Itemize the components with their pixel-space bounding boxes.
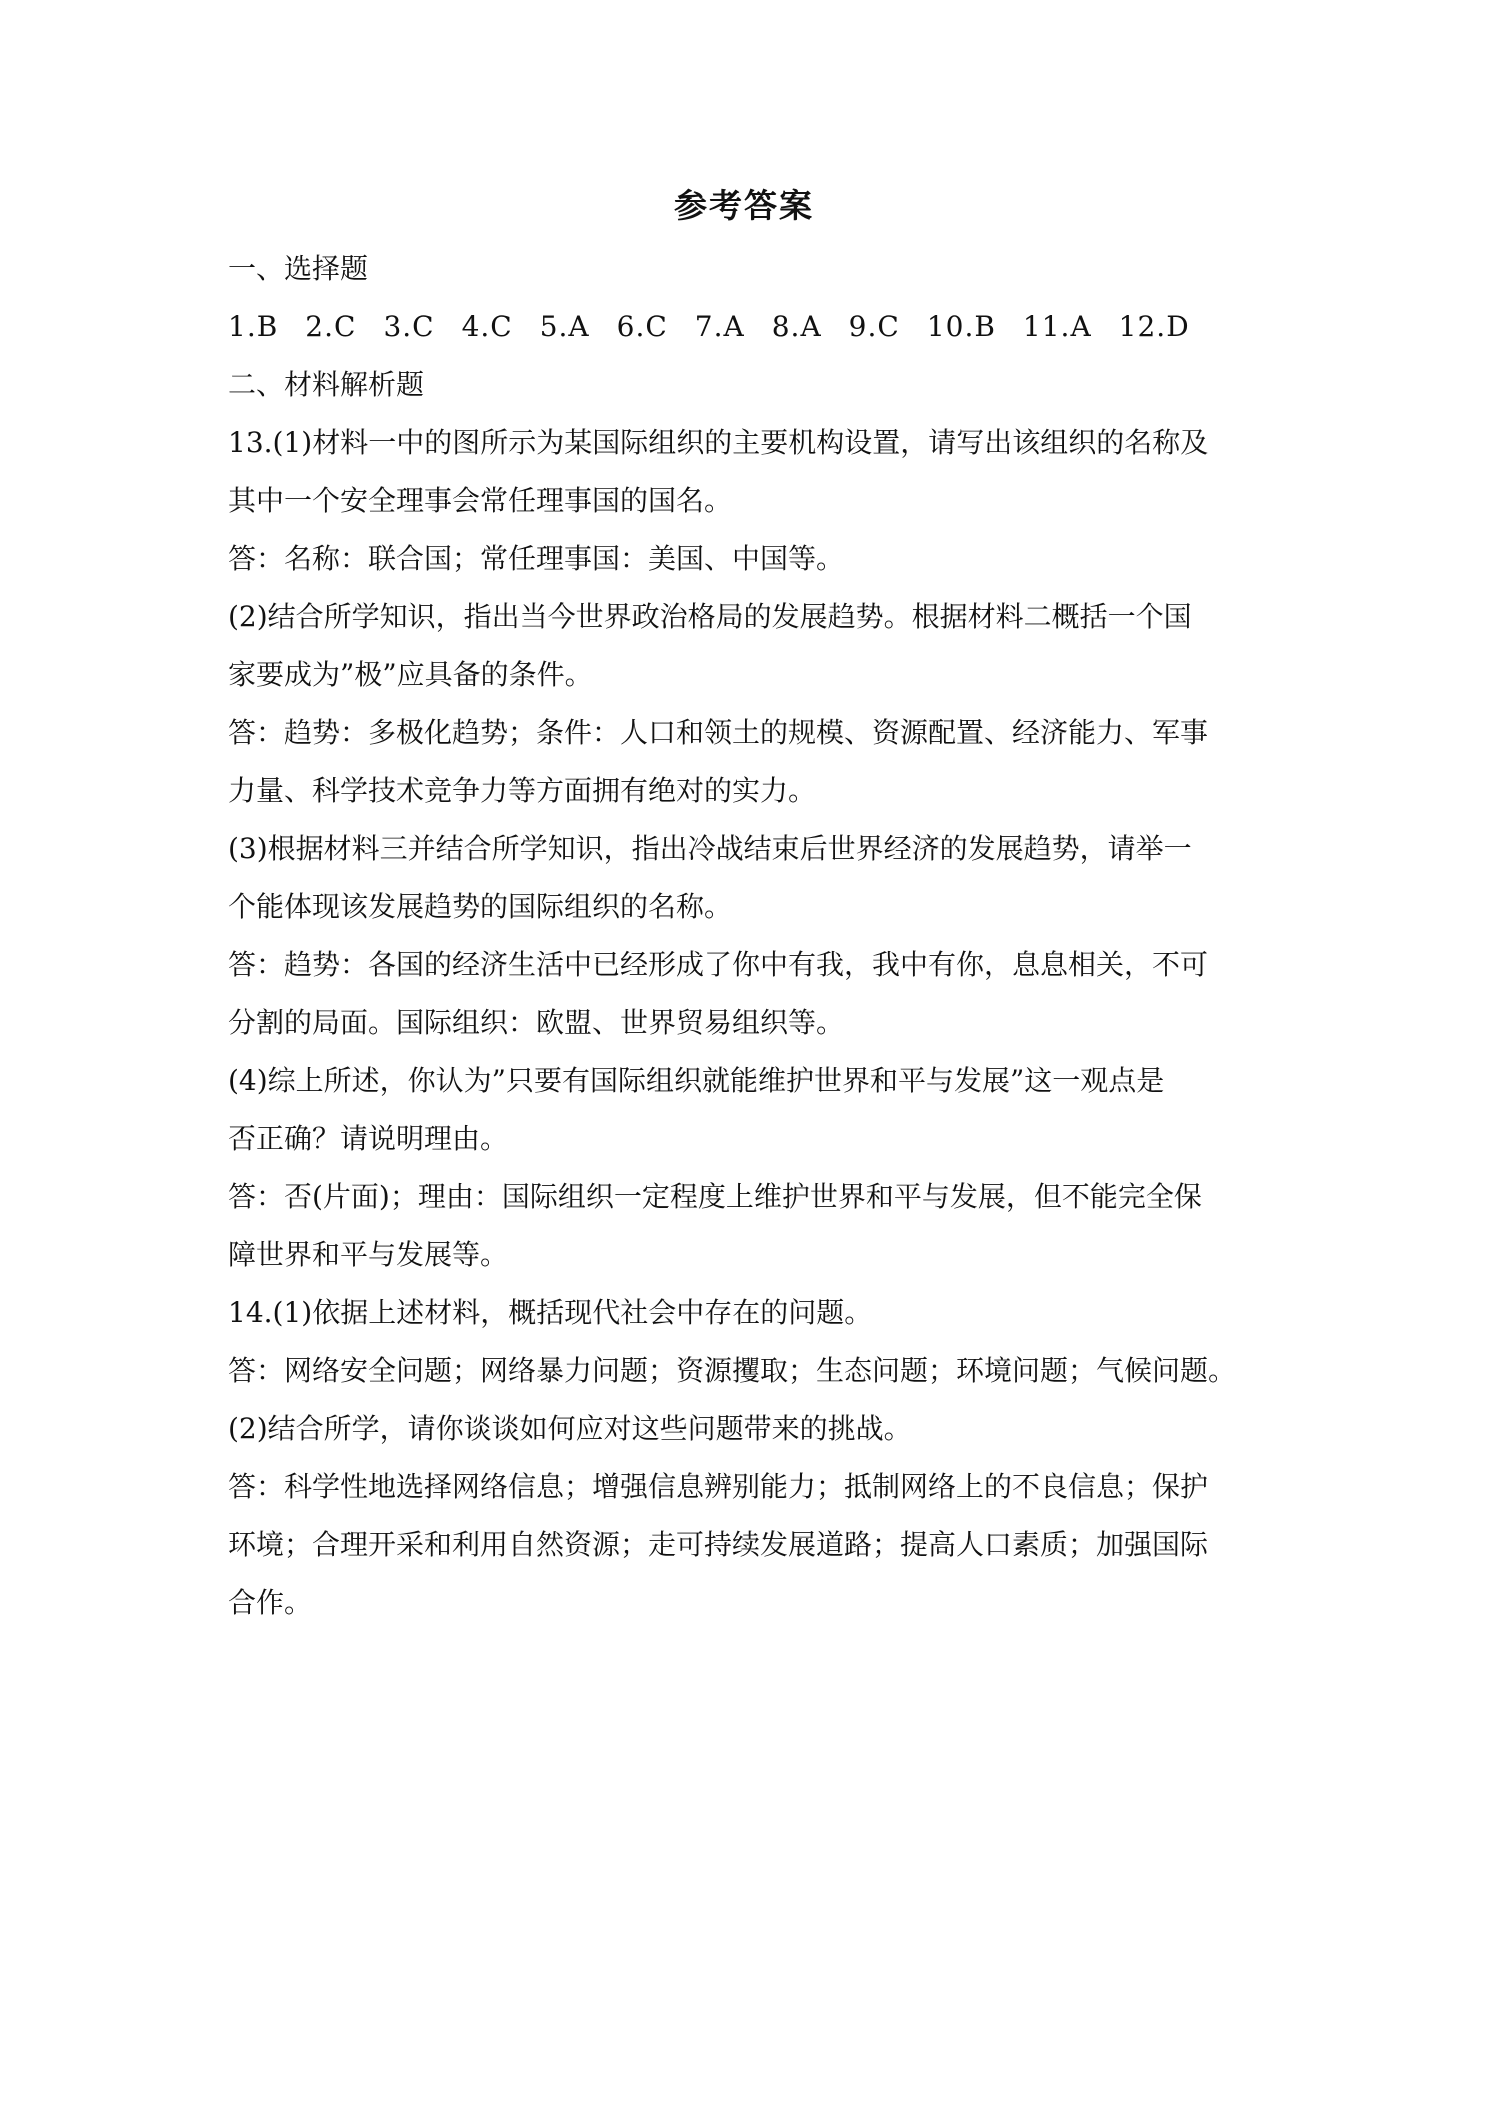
text-line: 力量、科学技术竞争力等方面拥有绝对的实力。 xyxy=(228,774,817,807)
document-body xyxy=(228,240,1268,1632)
section-heading-analysis: 二、材料解析题 xyxy=(228,368,425,401)
text-line: 答：网络安全问题；网络暴力问题；资源攫取；生态问题；环境问题；气候问题。 xyxy=(228,1354,1237,1387)
text-line: 答：名称：联合国；常任理事国：美国、中国等。 xyxy=(228,542,845,575)
answer-item: 7.A xyxy=(694,310,745,343)
page-title: 参考答案 xyxy=(674,186,814,225)
answer-item: 4.C xyxy=(461,310,513,343)
text-line: 障世界和平与发展等。 xyxy=(228,1238,509,1271)
answer-item: 5.A xyxy=(539,310,590,343)
answer-item: 1.B xyxy=(228,310,279,343)
text-line: (3)根据材料三并结合所学知识，指出冷战结束后世界经济的发展趋势，请举一 xyxy=(228,832,1192,865)
text-line: 其中一个安全理事会常任理事国的国名。 xyxy=(228,484,733,517)
text-line: 答：否(片面)；理由：国际组织一定程度上维护世界和平与发展，但不能完全保 xyxy=(228,1180,1202,1213)
text-line: 答：科学性地选择网络信息；增强信息辨别能力；抵制网络上的不良信息；保护 xyxy=(228,1470,1209,1503)
answer-item: 2.C xyxy=(305,310,357,343)
answer-item: 10.B xyxy=(926,310,996,343)
answer-item: 6.C xyxy=(616,310,668,343)
section-heading-choice: 一、选择题 xyxy=(228,252,369,285)
text-line: 家要成为”极”应具备的条件。 xyxy=(228,658,593,691)
text-line: 否正确？请说明理由。 xyxy=(228,1122,509,1155)
answer-item: 12.D xyxy=(1118,310,1190,343)
answer-item: 9.C xyxy=(848,310,900,343)
text-line: (2)结合所学知识，指出当今世界政治格局的发展趋势。根据材料二概括一个国 xyxy=(228,600,1192,633)
answer-item: 8.A xyxy=(771,310,822,343)
text-line: 合作。 xyxy=(228,1586,313,1619)
answer-item: 3.C xyxy=(383,310,435,343)
text-line: 答：趋势：多极化趋势；条件：人口和领土的规模、资源配置、经济能力、军事 xyxy=(228,716,1209,749)
text-line: 分割的局面。国际组织：欧盟、世界贸易组织等。 xyxy=(228,1006,845,1039)
choice-answers-row xyxy=(228,298,1268,356)
text-line: 个能体现该发展趋势的国际组织的名称。 xyxy=(228,890,733,923)
answer-item: 11.A xyxy=(1022,310,1092,343)
text-line: (4)综上所述，你认为”只要有国际组织就能维护世界和平与发展”这一观点是 xyxy=(228,1064,1165,1097)
text-line: 答：趋势：各国的经济生活中已经形成了你中有我，我中有你，息息相关，不可 xyxy=(228,948,1209,981)
text-line: 环境；合理开采和利用自然资源；走可持续发展道路；提高人口素质；加强国际 xyxy=(228,1528,1209,1561)
text-line: (2)结合所学，请你谈谈如何应对这些问题带来的挑战。 xyxy=(228,1412,912,1445)
text-line: 14.(1)依据上述材料，概括现代社会中存在的问题。 xyxy=(228,1296,873,1329)
text-line: 13.(1)材料一中的图所示为某国际组织的主要机构设置，请写出该组织的名称及 xyxy=(228,426,1209,459)
